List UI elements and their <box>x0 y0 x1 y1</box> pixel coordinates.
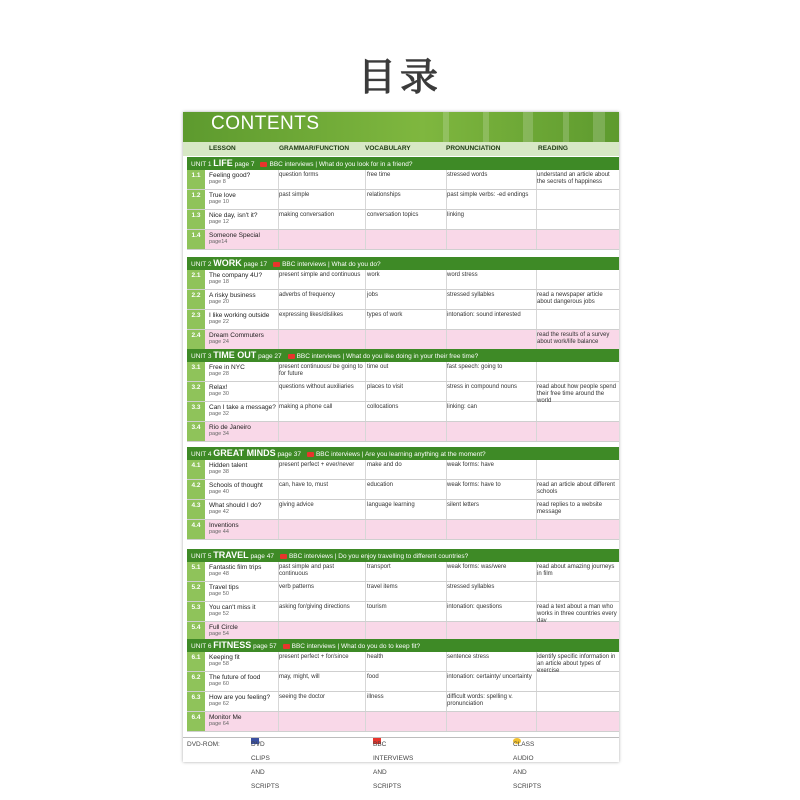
lesson-title: Feeling good? <box>209 172 251 179</box>
unit-block <box>187 257 619 350</box>
unit-label: UNIT 2 <box>191 261 212 268</box>
lesson-cell <box>209 584 279 598</box>
lesson-cell <box>209 312 279 326</box>
unit-block <box>187 349 619 442</box>
grammar-cell: making a phone call <box>279 404 333 410</box>
lesson-cell <box>209 232 279 246</box>
unit-name: TIME OUT <box>213 350 257 360</box>
grammar-cell: question forms <box>279 172 319 178</box>
pronunciation-cell: stressed words <box>447 172 488 178</box>
reading-cell: read replies to a website message <box>537 502 603 516</box>
unit-name: LIFE <box>213 158 233 168</box>
lesson-title: Schools of thought <box>209 482 263 489</box>
lesson-number: 1.1 <box>187 170 205 189</box>
unit-page: page 17 <box>243 261 268 268</box>
unit-page: page 7 <box>234 161 255 168</box>
lesson-title: Fantastic film trips <box>209 564 262 571</box>
pronunciation-cell: past simple verbs: -ed endings <box>447 192 529 198</box>
vocabulary-cell: types of work <box>367 312 403 318</box>
lesson-number: 4.1 <box>187 460 205 479</box>
lesson-page: page 50 <box>209 591 229 598</box>
lesson-title: I like working outside <box>209 312 270 319</box>
lesson-page: page14 <box>209 239 228 246</box>
unit-block <box>187 639 619 732</box>
lesson-title: A risky business <box>209 292 256 299</box>
column-header-lesson: LESSON <box>209 145 236 152</box>
reading-cell: read the results of a survey about work/life balance <box>537 332 610 346</box>
reading-cell: read a newspaper article about dangerous jobs <box>537 292 603 306</box>
unit-name: WORK <box>213 258 242 268</box>
vocabulary-cell: education <box>367 482 394 488</box>
lesson-row <box>187 480 619 500</box>
lesson-page: page 42 <box>209 509 229 516</box>
lesson-cell <box>209 364 279 378</box>
lesson-row <box>187 692 619 712</box>
pronunciation-cell: intonation: questions <box>447 604 503 610</box>
lesson-row <box>187 382 619 405</box>
lesson-cell <box>209 714 279 728</box>
lesson-cell <box>209 482 279 496</box>
lesson-title: True love <box>209 192 236 199</box>
lesson-cell <box>209 654 279 668</box>
lesson-cell <box>209 192 279 206</box>
lesson-page: page 62 <box>209 701 229 708</box>
reading-cell: read an article about different schools <box>537 482 615 496</box>
unit-block <box>187 549 619 642</box>
unit-page: page 37 <box>277 451 301 458</box>
vocabulary-cell: language learning <box>367 502 415 508</box>
lesson-page: page 30 <box>209 391 229 398</box>
grammar-cell: may, might, will <box>279 674 320 680</box>
lesson-page: page 44 <box>209 529 229 536</box>
lesson-cell <box>209 172 279 186</box>
bbc-icon <box>288 354 295 359</box>
lesson-number: 5.3 <box>187 602 205 621</box>
grammar-cell: can, have to, must <box>279 482 329 488</box>
lesson-title: Can I take a message? <box>209 404 276 411</box>
lesson-cell <box>209 694 279 708</box>
lesson-title: The future of food <box>209 674 261 681</box>
pronunciation-cell: weak forms: have <box>447 462 495 468</box>
vocabulary-cell: food <box>367 674 379 680</box>
column-header-pronunciation: PRONUNCIATION <box>446 145 501 152</box>
lesson-row <box>187 230 619 250</box>
lesson-title: Inventions <box>209 522 239 529</box>
vocabulary-cell: transport <box>367 564 391 570</box>
unit-header <box>187 257 619 270</box>
vocabulary-cell: time out <box>367 364 389 370</box>
lesson-page: page 18 <box>209 279 229 286</box>
bbc-icon <box>280 554 287 559</box>
lesson-row <box>187 562 619 582</box>
lesson-title: Relax! <box>209 384 228 391</box>
lesson-number: 6.3 <box>187 692 205 711</box>
lesson-number: 3.4 <box>187 422 205 441</box>
pronunciation-cell: stress in compound nouns <box>447 384 518 390</box>
lesson-row <box>187 330 619 350</box>
lesson-row <box>187 582 619 602</box>
lesson-number: 3.2 <box>187 382 205 401</box>
unit-name: GREAT MINDS <box>213 448 276 458</box>
lesson-page: page 28 <box>209 371 229 378</box>
lesson-cell <box>209 674 279 688</box>
grammar-cell: present simple and continuous <box>279 272 361 278</box>
reading-cell: understand an article about the secrets of happiness <box>537 172 610 186</box>
lesson-number: 3.1 <box>187 362 205 381</box>
unit-interview: BBC interviews | What do you look for in a friend? <box>269 161 413 168</box>
bbc-icon <box>307 452 314 457</box>
lesson-row <box>187 210 619 230</box>
lesson-row <box>187 652 619 675</box>
lesson-number: 4.4 <box>187 520 205 539</box>
bbc-icon <box>273 262 280 267</box>
lesson-page: page 58 <box>209 661 229 668</box>
pronunciation-cell: stressed syllables <box>447 584 495 590</box>
lesson-title: Rio de Janeiro <box>209 424 251 431</box>
unit-header <box>187 549 619 562</box>
lesson-cell <box>209 604 279 618</box>
lesson-row <box>187 310 619 330</box>
grammar-cell: past simple and past continuous <box>279 564 335 578</box>
lesson-cell <box>209 332 279 346</box>
pronunciation-cell: intonation: sound interested <box>447 312 521 318</box>
pronunciation-cell: linking: can <box>447 404 478 410</box>
contents-title: CONTENTS <box>211 113 320 134</box>
column-header-reading: READING <box>538 145 568 152</box>
pronunciation-cell: difficult words: spelling v. pronunciation <box>447 694 513 708</box>
lesson-page: page 52 <box>209 611 229 618</box>
vocabulary-cell: free time <box>367 172 391 178</box>
lesson-cell <box>209 624 279 638</box>
grammar-cell: seeing the doctor <box>279 694 326 700</box>
contents-banner <box>183 112 619 142</box>
pronunciation-cell: weak forms: have to <box>447 482 501 488</box>
lesson-page: page 22 <box>209 319 229 326</box>
lesson-cell <box>209 462 279 476</box>
lesson-cell <box>209 502 279 516</box>
vocabulary-cell: travel items <box>367 584 398 590</box>
grammar-cell: past simple <box>279 192 310 198</box>
lesson-page: page 34 <box>209 431 229 438</box>
pronunciation-cell: silent letters <box>447 502 480 508</box>
lesson-row <box>187 170 619 190</box>
pronunciation-cell: sentence stress <box>447 654 490 660</box>
lesson-number: 1.4 <box>187 230 205 249</box>
lesson-number: 6.1 <box>187 652 205 671</box>
pronunciation-cell: weak forms: was/were <box>447 564 507 570</box>
lesson-number: 5.4 <box>187 622 205 641</box>
unit-label: UNIT 1 <box>191 161 212 168</box>
lesson-cell <box>209 522 279 536</box>
lesson-page: page 48 <box>209 571 229 578</box>
lesson-cell <box>209 292 279 306</box>
lesson-page: page 54 <box>209 631 229 638</box>
lesson-row <box>187 500 619 520</box>
bbc-icon <box>260 162 267 167</box>
lesson-row <box>187 402 619 422</box>
pronunciation-cell: intonation: certainty/ uncertainty <box>447 674 532 680</box>
unit-label: UNIT 3 <box>191 353 212 360</box>
unit-label: UNIT 4 <box>191 451 212 458</box>
unit-header <box>187 447 619 460</box>
lesson-cell <box>209 424 279 438</box>
grammar-cell: questions without auxiliaries <box>279 384 354 390</box>
lesson-cell <box>209 272 279 286</box>
lesson-number: 2.4 <box>187 330 205 349</box>
grammar-cell: present continuous/ be going to for future <box>279 364 363 378</box>
lesson-page: page 10 <box>209 199 229 206</box>
unit-label: UNIT 5 <box>191 553 212 560</box>
footer-label: DVD-ROM: <box>187 741 220 748</box>
unit-header <box>187 639 619 652</box>
column-header-grammar: GRAMMAR/FUNCTION <box>279 145 350 152</box>
grammar-cell: adverbs of frequency <box>279 292 336 298</box>
lesson-page: page 24 <box>209 339 229 346</box>
grammar-cell: present perfect + for/since <box>279 654 349 660</box>
lesson-row <box>187 672 619 692</box>
lesson-number: 5.2 <box>187 582 205 601</box>
lesson-row <box>187 362 619 382</box>
reading-cell: read a text about a man who works in three countries every <box>537 604 617 618</box>
lesson-title: Hidden talent <box>209 462 248 469</box>
reading-cell: read about amazing journeys in film <box>537 564 615 578</box>
lesson-title: Full Circle <box>209 624 238 631</box>
column-header-bar <box>183 142 619 156</box>
lesson-title: Keeping fit <box>209 654 240 661</box>
grammar-cell: present perfect + ever/never <box>279 462 355 468</box>
grammar-cell: asking for/giving directions <box>279 604 350 610</box>
unit-header <box>187 157 619 170</box>
lesson-row <box>187 712 619 732</box>
unit-label: UNIT 6 <box>191 643 212 650</box>
contents-sheet <box>183 112 619 790</box>
lesson-row <box>187 190 619 210</box>
lesson-row <box>187 460 619 480</box>
lesson-title: Monitor Me <box>209 714 242 721</box>
lesson-page: page 32 <box>209 411 229 418</box>
lesson-number: 5.1 <box>187 562 205 581</box>
vocabulary-cell: conversation topics <box>367 212 419 218</box>
lesson-title: Dream Commuters <box>209 332 264 339</box>
grammar-cell: making conversation <box>279 212 335 218</box>
lesson-page: page 64 <box>209 721 229 728</box>
unit-page: page 47 <box>250 553 274 560</box>
lesson-title: Someone Special <box>209 232 260 239</box>
vocabulary-cell: relationships <box>367 192 401 198</box>
lesson-cell <box>209 212 279 226</box>
lesson-row <box>187 270 619 290</box>
unit-page: page 57 <box>253 643 277 650</box>
lesson-row <box>187 520 619 540</box>
lesson-page: page 40 <box>209 489 229 496</box>
lesson-cell <box>209 404 279 418</box>
lesson-number: 2.3 <box>187 310 205 329</box>
column-header-vocabulary: VOCABULARY <box>365 145 411 152</box>
vocabulary-cell: illness <box>367 694 384 700</box>
pronunciation-cell: fast speech: going to <box>447 364 503 370</box>
vocabulary-cell: collocations <box>367 404 399 410</box>
unit-header <box>187 349 619 362</box>
unit-interview: BBC interviews | Do you enjoy travelling to different countries? <box>288 553 469 560</box>
pronunciation-cell: word stress <box>447 272 478 278</box>
dvd-rom-footer: DVD-ROM: DVD CLIPS AND SCRIPTS BBC INTERVIEWS AND SCRIPTS CLASS AUDIO AND SCRIPTS <box>183 737 619 752</box>
lesson-number: 4.3 <box>187 500 205 519</box>
lesson-page: page 12 <box>209 219 229 226</box>
lesson-page: page 20 <box>209 299 229 306</box>
unit-block <box>187 157 619 250</box>
pronunciation-cell: linking <box>447 212 465 218</box>
lesson-number: 4.2 <box>187 480 205 499</box>
lesson-row <box>187 290 619 310</box>
lesson-number: 1.2 <box>187 190 205 209</box>
lesson-page: page 38 <box>209 469 229 476</box>
unit-interview: BBC interviews | Are you learning anything at the moment? <box>315 451 486 458</box>
lesson-title: The company 4U? <box>209 272 263 279</box>
vocabulary-cell: tourism <box>367 604 387 610</box>
grammar-cell: expressing likes/dislikes <box>279 312 344 318</box>
unit-interview: BBC interviews | What do you do? <box>282 261 381 268</box>
lesson-title: Free in NYC <box>209 364 245 371</box>
vocabulary-cell: jobs <box>367 292 379 298</box>
lesson-row <box>187 422 619 442</box>
lesson-cell <box>209 384 279 398</box>
vocabulary-cell: make and do <box>367 462 402 468</box>
lesson-page: page 8 <box>209 179 226 186</box>
lesson-row <box>187 602 619 622</box>
vocabulary-cell: places to visit <box>367 384 404 390</box>
lesson-number: 6.4 <box>187 712 205 731</box>
lesson-number: 2.2 <box>187 290 205 309</box>
pronunciation-cell: stressed syllables <box>447 292 495 298</box>
unit-interview: BBC interviews | What do you do to keep fit? <box>291 643 421 650</box>
unit-interview: BBC interviews | What do you like doing in your their free time? <box>296 353 479 360</box>
lesson-number: 3.3 <box>187 402 205 421</box>
lesson-cell <box>209 564 279 578</box>
vocabulary-cell: health <box>367 654 384 660</box>
bbc-icon <box>283 644 290 649</box>
page-title: 目录 <box>357 55 442 99</box>
unit-block <box>187 447 619 540</box>
reading-cell: identify specific information in an article about types of exercise <box>537 654 616 675</box>
unit-page: page 27 <box>258 353 282 360</box>
lesson-title: You can't miss it <box>209 604 256 611</box>
lesson-number: 6.2 <box>187 672 205 691</box>
lesson-page: page 60 <box>209 681 229 688</box>
lesson-title: Travel tips <box>209 584 239 591</box>
vocabulary-cell: work <box>367 272 380 278</box>
lesson-title: Nice day, isn't it? <box>209 212 258 219</box>
grammar-cell: giving advice <box>279 502 314 508</box>
lesson-number: 1.3 <box>187 210 205 229</box>
lesson-title: How are you feeling? <box>209 694 271 701</box>
grammar-cell: verb patterns <box>279 584 315 590</box>
reading-cell: read about how people spend their free time around the world <box>537 384 617 405</box>
unit-name: FITNESS <box>213 640 252 650</box>
lesson-number: 2.1 <box>187 270 205 289</box>
lesson-title: What should I do? <box>209 502 262 509</box>
unit-name: TRAVEL <box>213 550 249 560</box>
